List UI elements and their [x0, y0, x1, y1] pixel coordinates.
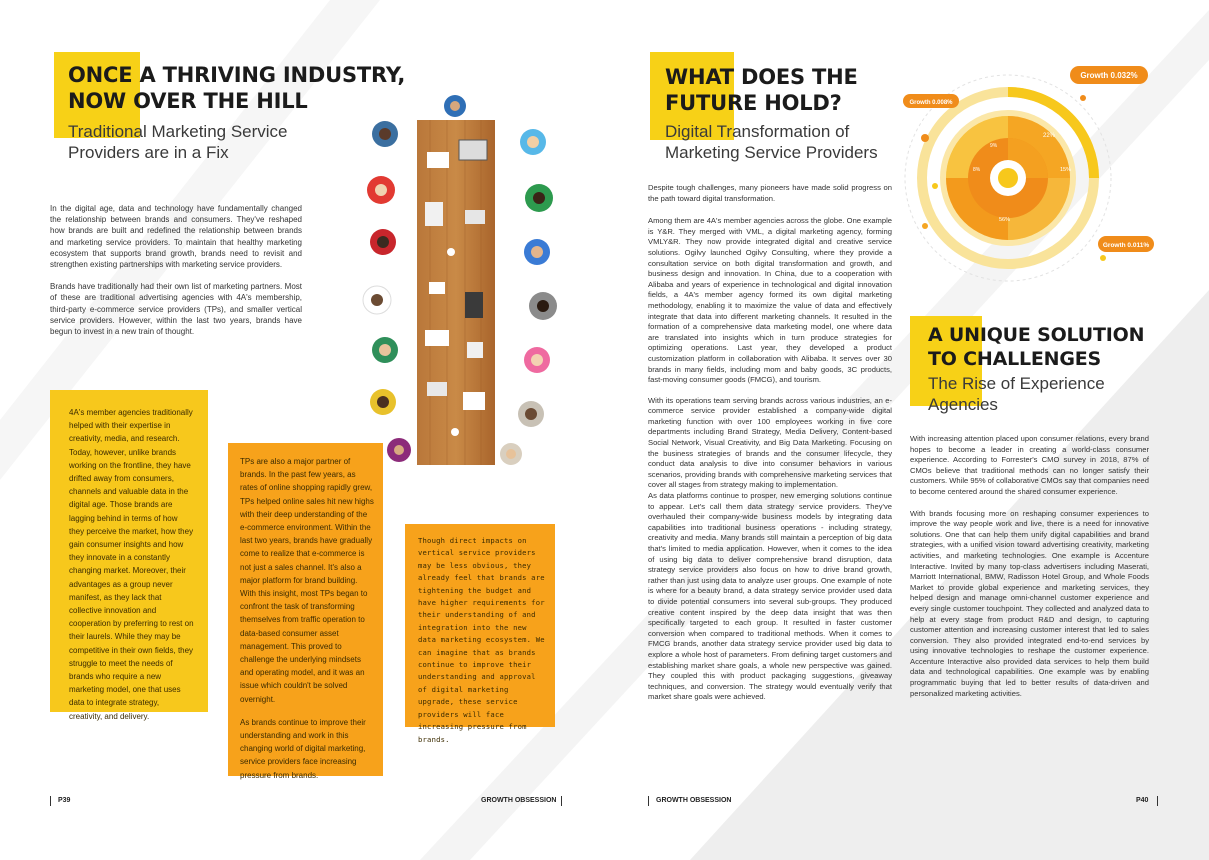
callout-box-2 — [228, 443, 383, 780]
section2-body-paragraph: With brands focusing more on reshaping consumer experiences to improve the way people work and live, there is a need for innovative solutions. One that can help them unify digital capabilities and brand strategies, with a unified vision toward advertising creativity, marketing activities, and marketing technologies. One example is Accenture Interactive. Invited by many top-class advertisers including Maserati, Marriott International, BMW, Radisson Hotel Group, and Whole Foods Market to provide global experience and marketing services, they helped design and manage omni-channel customer experience and every single customer touchpoint. They collected and analyzed data to help at every stage from product R&D and design, to capturing customer attention and increasing customer interest that led to sales conversion. They also provided integrated end-to-end services by using innovative technologies to reshape the customer experience. Accenture Interactive also provided data services to help them build data and technological capabilities. One example was by enabling programmatic buying that led to better results of data-driven and personalized marketing activities. — [910, 508, 1149, 698]
right-body-paragraph: Among them are 4A's member agencies across the globe. One example is Y&R. They merged with VML, a digital marketing agency, forming VMLY&R. They now provide integrated digital and creative service solutions. Ogilvy launched Ogilvy Consulting, where they provide a consultation service on both digital transformation and growth, and business design and innovation. In China, due to a cooperation with Alibaba and years of experience in technological and digital innovation fields, a 4A's member agency formed its own digital marketing methodology, enabling it to maximize the value of data and effectively integrate that data into different marketing channels. It resulted in the formation of a comprehensive data marketing model, one where data are translated into insights which in turn produce strategies for optimizing operations. Last year, they developed a product customization platform in collaboration with Alibaba. It serves over 30 brands in many fields, including mom and baby goods, 3C products, fast-moving consumer goods (FMCG), and tourism. — [648, 216, 892, 385]
left-subtitle-line-1: Traditional Marketing Service — [68, 122, 288, 141]
pct-label-e: 56% — [999, 217, 1011, 223]
right-headline-line-2: FUTURE HOLD? — [665, 91, 842, 115]
left-body — [50, 203, 302, 337]
pct-label-c: 8% — [973, 167, 981, 173]
section2-subtitle-line-2: Agencies — [928, 395, 998, 414]
right-body-paragraph: As data platforms continue to prosper, new emerging solutions continue to appear. Let's call them data strategy service providers. They've overhauled their company-wide business models by integrating data capabilities into traditional business operations - including strategy, creativity and media. Many brands still maintain a perception of big data that's limited to media application. However, when it comes to the idea of using big data to deliver comprehensive brand disruption, data strategy service providers also focus on how to drive brand growth, rather than just using data to analyze user groups. One example of note is where for a beauty brand, a data strategy service provider used data to divide potential consumers into several sub-groups. They produced creative content inspired by the deep data insight that was then specifically targeted to each group. It resulted in faster customer conversion when compared to traditional methods. When it comes to FMCG brands, another data strategy service provider used big data to explore a whole host of parameters. From defining target customers and establishing market share goals, a whole new perspective was gained. They coupled this with product packaging suggestions, giveaway techniques, and conversion. The strategy would eventually verify that market share goals were achieved. — [648, 491, 892, 702]
right-subtitle-line-2: Marketing Service Providers — [665, 143, 878, 162]
right-headline — [665, 64, 925, 116]
section2-subtitle-line-1: The Rise of Experience — [928, 374, 1105, 393]
growth-right-label: Growth 0.011% — [1102, 242, 1150, 249]
footer-divider — [648, 796, 649, 806]
section2-headline — [928, 323, 1188, 371]
left-headline-line-1: ONCE A THRIVING INDUSTRY, — [68, 63, 406, 87]
pct-label-d: 15% — [1060, 167, 1072, 173]
growth-left-label: Growth 0.008% — [909, 100, 953, 106]
section2-body-paragraph: With increasing attention placed upon consumer relations, every brand hopes to become a leader in creating a world-class consumer experience. According to Forrester's CMO survey in 2018, 87% of CMOs believe that traditional methods can no longer satisfy their customers. While 95% of collaborative CMOs say that companies need to become centered around the shared consumer experience. — [910, 434, 1149, 496]
left-subtitle-line-2: Providers are in a Fix — [68, 143, 229, 162]
footer-divider — [561, 796, 562, 806]
page-number-right: P40 — [1136, 797, 1149, 804]
callout-box-1-text: 4A's member agencies traditionally helped with their expertise in creativity, media, and research. Today, however, unlike brands working on the frontline, they have drifted away from consumers, channels and valuable data in the digital age. Those brands are lagging behind in terms of how they perceive the market, how they gain consumer insights and how they innovate in a constantly changing market. Moreover, their advantages as a group never manifest, as they lack that collective innovation and cooperation by preferring to rest on their laurels. While they may be competitive in their own fields, they struggle to meet the needs of brands who require a new marketing model, one that uses data to integrate strategy, creativity, and delivery. — [69, 408, 194, 721]
page-number-left: P39 — [58, 797, 71, 804]
callout-box-1 — [50, 390, 208, 721]
growth-donut-graphic — [895, 58, 1155, 288]
pct-label-b: 9% — [990, 143, 998, 149]
footer-title-right: GROWTH OBSESSION — [656, 797, 732, 804]
growth-top-label: Growth 0.032% — [1080, 71, 1138, 80]
right-body — [648, 183, 892, 703]
right-headline-line-1: WHAT DOES THE — [665, 65, 858, 89]
right-subtitle — [665, 121, 925, 163]
left-body-paragraph: In the digital age, data and technology have fundamentally changed the relationship between brands and consumers. They've reshaped how brands are built and redefined the relationship between brands and marketing service providers. To maintain that healthy marketing ecosystem that supports brand growth, brands need to revisit and strengthen existing partnerships with marketing service providers. — [50, 204, 302, 270]
right-subtitle-line-1: Digital Transformation of — [665, 122, 850, 141]
callout-box-3 — [405, 524, 555, 744]
pct-label-a: 22% — [1043, 133, 1056, 139]
right-body-paragraph: With its operations team serving brands across various industries, an e-commerce service provider established a company-wide digital marketing function with over 100 employees working in five core departments including Brand Strategy, Media Delivery, Content-based Social Network, Visual Creativity, and Big Data Marketing. Focusing on the business strategies of brands and the consumer lifecycle, they conduct data analysis to dive into consumer behaviors in various scenarios, providing brands with comprehensive marketing services that cover all stages from strategy making to implementation. — [648, 395, 892, 490]
right-body-paragraph: Despite tough challenges, many pioneers have made solid progress on the path toward digital transformation. — [648, 183, 892, 203]
footer-divider — [1157, 796, 1158, 806]
footer-title-left: GROWTH OBSESSION — [481, 797, 557, 804]
meeting-table-photo — [355, 92, 575, 470]
section2-subtitle — [928, 373, 1168, 415]
callout-box-2-text: As brands continue to improve their understanding and work in this changing world of digital marketing, service providers face increasing pressure from brands. — [240, 717, 366, 780]
section2-body — [910, 434, 1149, 699]
callout-box-2-text: TPs are also a major partner of brands. In the past few years, as rates of online shopping rapidly grew, TPs helped online sales hit new highs with their deep understanding of the e-commerce environment. Within the last two years, brands have gradually come to realize that e-commerce is not just a sales channel. It's also a major platform for brand building. With this insight, most TPs began to confront the task of transforming themselves from traffic operation to data-based consumer asset management. This proved to challenge the underlying mindsets and operating model, and it was an issue which couldn't be solved overnight. — [240, 457, 374, 704]
section2-headline-line-1: A UNIQUE SOLUTION — [928, 324, 1145, 346]
footer-divider — [50, 796, 51, 806]
left-body-paragraph: Brands have traditionally had their own list of marketing partners. Most of these are traditional advertising agencies with 4A's membership, third-party e-commerce service providers (TPs), and smaller vertical service providers. However, within the last two years, brands have begun to invest in a new train of thought. — [50, 282, 302, 337]
left-subtitle — [68, 121, 368, 163]
section2-headline-line-2: TO CHALLENGES — [928, 348, 1102, 370]
left-headline-line-2: NOW OVER THE HILL — [68, 89, 308, 113]
callout-box-3-text: Though direct impacts on vertical service providers may be less obvious, they already feel that brands are tightening the budget and have higher requirements for their understanding of and integration into the new data marketing ecosystem. We can imagine that as brands continue to improve their understanding and approval of digital marketing upgrade, these service providers will face increasing pressure from brands. — [418, 536, 545, 744]
